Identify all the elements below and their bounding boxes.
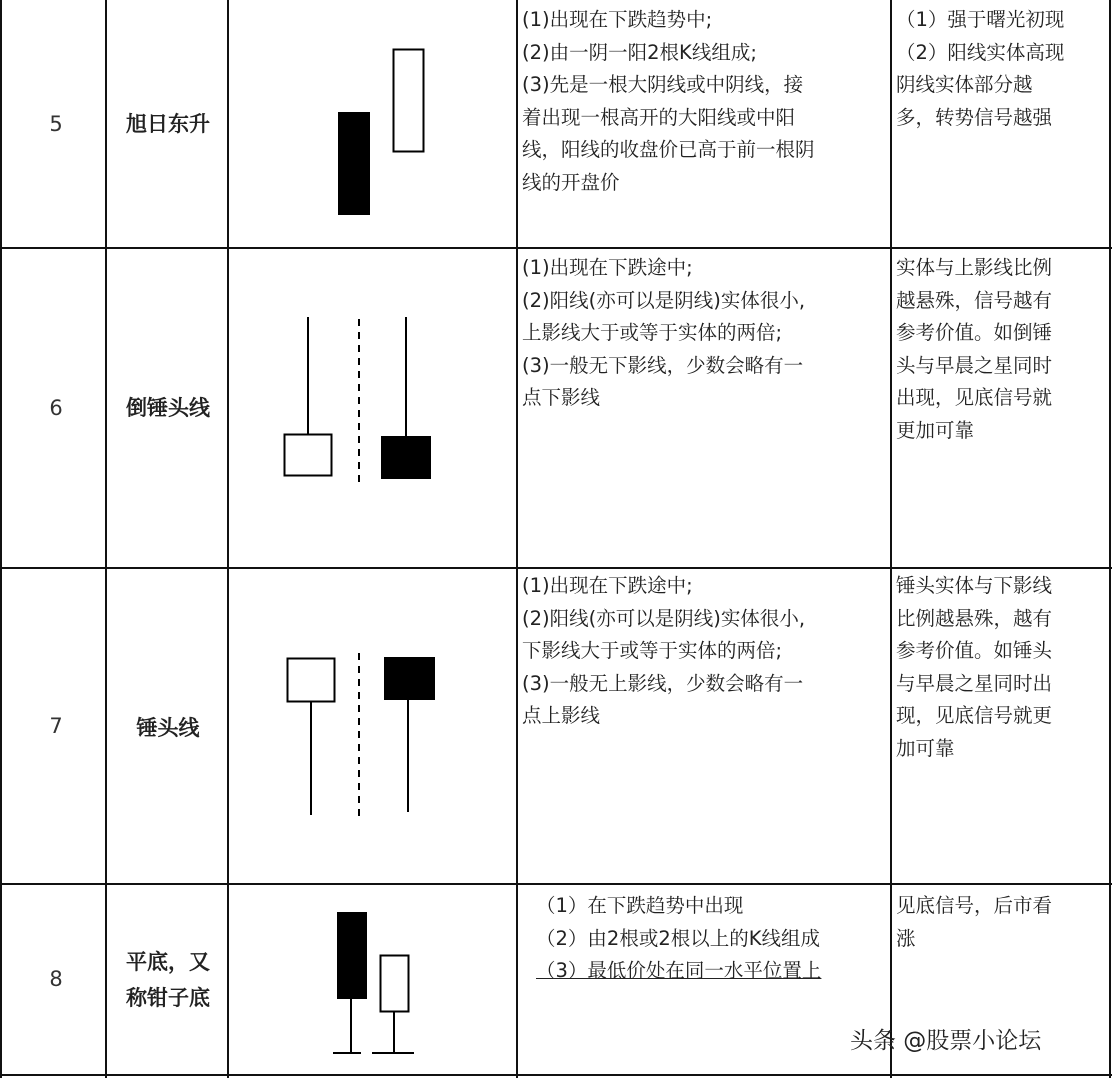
description-line: 头与早晨之星同时 [896, 353, 1053, 377]
column-divider [105, 0, 107, 1078]
description-line: 见底信号，后市看 [896, 894, 1053, 917]
conditions-cell [522, 570, 890, 733]
row-divider [0, 1074, 1112, 1076]
pattern-name [110, 106, 226, 142]
pattern-name [110, 390, 226, 426]
candlestick-diagram-hammer [230, 569, 516, 883]
row-number: 8 [49, 967, 63, 991]
condition-line: 线，阳线的收盘价已高于前一根阴 [522, 138, 815, 162]
description-line: 实体与上影线比例 [896, 256, 1053, 279]
description-cell [896, 890, 1108, 955]
condition-line: （1）在下跌趋势中出现 [536, 894, 744, 917]
condition-line: (2)由一阴一阳2根K线组成; [522, 40, 757, 64]
description-line: 越悬殊，信号越有 [896, 288, 1053, 312]
description-line: 出现，见底信号就 [896, 386, 1053, 410]
description-line: 参考价值。如锤头 [896, 639, 1053, 663]
condition-line: 线的开盘价 [522, 170, 620, 194]
bullish-candle-body [288, 659, 335, 702]
bearish-candle-body [381, 436, 431, 479]
row-number: 6 [49, 396, 63, 420]
pattern-name [110, 944, 226, 1016]
condition-line: (3)先是一根大阴线或中阴线，接 [522, 73, 804, 97]
condition-line: 点上影线 [522, 704, 601, 728]
conditions-cell [522, 4, 890, 200]
watermark: 头条 @股票小论坛 [850, 1028, 1042, 1054]
bearish-candle-body [337, 912, 367, 999]
conditions-cell [536, 890, 904, 988]
description-line: 与早晨之星同时出 [896, 671, 1053, 695]
description-line: 涨 [896, 926, 916, 950]
conditions-cell [522, 252, 890, 415]
description-line: （2）阳线实体高现 [896, 40, 1065, 64]
condition-line: (3)一般无上影线，少数会略有一 [522, 671, 804, 695]
bullish-candle-body [381, 956, 409, 1012]
pattern-name-line: 锤头线 [136, 716, 200, 740]
condition-line: 上影线大于或等于实体的两倍; [522, 321, 783, 345]
condition-line: (1)出现在下跌趋势中; [522, 8, 713, 31]
condition-line: (1)出现在下跌途中; [522, 574, 693, 597]
condition-line: (3)一般无下影线，少数会略有一 [522, 353, 804, 377]
pattern-name-line: 称钳子底 [126, 986, 210, 1010]
pattern-name [110, 710, 226, 746]
pattern-name-line: 旭日东升 [126, 112, 210, 136]
column-divider [516, 0, 518, 1078]
bullish-candle-body [394, 50, 424, 152]
condition-line: (2)阳线(亦可以是阴线)实体很小, [522, 606, 806, 630]
condition-line: （2）由2根或2根以上的K线组成 [536, 926, 821, 950]
row-divider [0, 883, 1112, 885]
condition-line: 着出现一根高开的大阳线或中阳 [522, 105, 796, 129]
table-border-right [1109, 0, 1111, 1078]
candlestick-diagram-rising-sun [230, 0, 516, 247]
candlestick-diagram-tweezer-bottom [230, 885, 516, 1074]
description-cell [896, 570, 1108, 766]
description-cell [896, 252, 1108, 448]
row-number: 5 [49, 112, 63, 136]
description-line: 锤头实体与下影线 [896, 574, 1053, 597]
pattern-name-line: 平底，又 [126, 950, 210, 974]
condition-line: （3）最低价处在同一水平位置上 [536, 959, 822, 983]
condition-line: (2)阳线(亦可以是阴线)实体很小, [522, 288, 806, 312]
candlestick-diagram-inverted-hammer [230, 249, 516, 567]
description-line: 阴线实体部分越 [896, 73, 1033, 97]
description-line: 参考价值。如倒锤 [896, 321, 1053, 345]
row-number: 7 [49, 714, 63, 738]
table-border-left [0, 0, 2, 1078]
condition-line: (1)出现在下跌途中; [522, 256, 693, 279]
column-divider [227, 0, 229, 1078]
bearish-candle-body [384, 657, 435, 700]
description-line: 加可靠 [896, 736, 955, 760]
condition-line: 下影线大于或等于实体的两倍; [522, 639, 783, 663]
pattern-name-line: 倒锤头线 [126, 396, 210, 420]
bearish-candle-body [338, 112, 370, 215]
description-cell [896, 4, 1108, 134]
bullish-candle-body [285, 435, 332, 476]
condition-line: 点下影线 [522, 386, 601, 410]
description-line: 现，见底信号就更 [896, 704, 1053, 728]
row-divider [0, 247, 1112, 249]
description-line: 比例越悬殊，越有 [896, 606, 1053, 630]
description-line: （1）强于曙光初现 [896, 8, 1065, 31]
description-line: 更加可靠 [896, 418, 975, 442]
description-line: 多，转势信号越强 [896, 105, 1053, 129]
row-divider [0, 567, 1112, 569]
